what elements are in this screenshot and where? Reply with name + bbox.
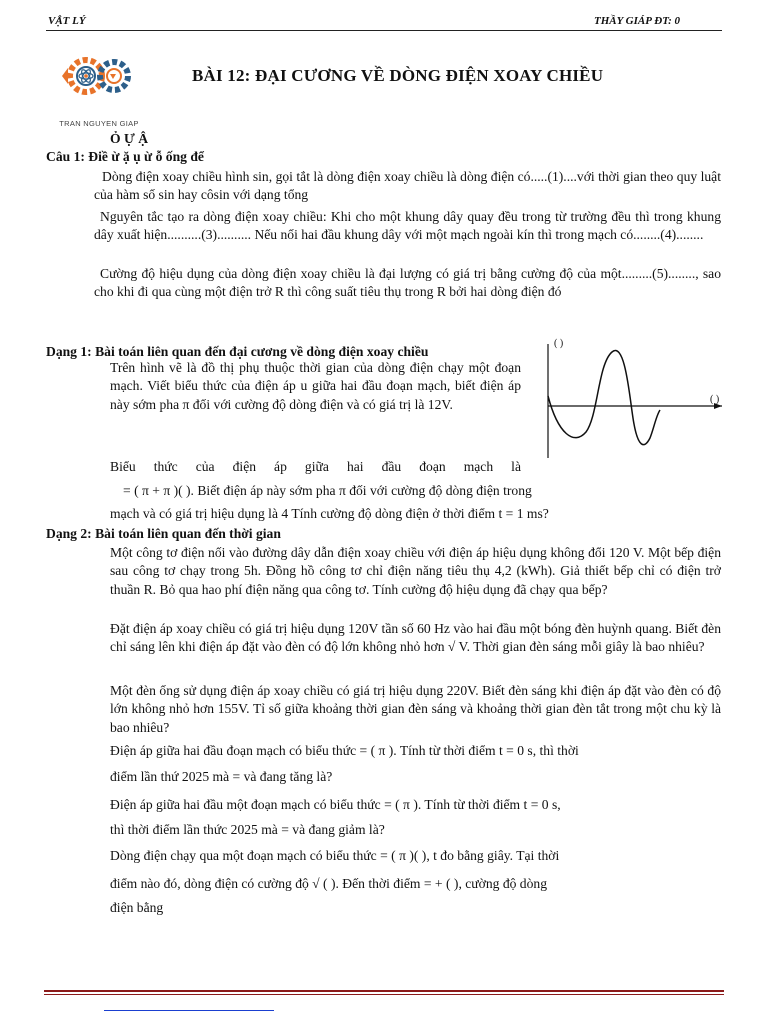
dang2-line-4a: Điện áp giữa hai đầu đoạn mạch có biểu thức = ( π ). Tính từ thời điểm t = 0 s, thì thời xyxy=(110,743,579,758)
graph-y-label: ( ) xyxy=(554,338,564,349)
dang2-paragraph-2: Đặt điện áp xoay chiều có giá trị hiệu dụng 120V tần số 60 Hz vào hai đầu một bóng đèn huỳnh quang. Biết đèn chỉ sáng lên khi điện áp đặt vào đèn có độ lớn không nhỏ hơn √ V. Thời gian đèn sáng mỗi giây là bao nhiêu? xyxy=(110,621,721,655)
footer-link-underline[interactable] xyxy=(104,1010,274,1011)
dang2-line-6b: điểm nào đó, dòng điện có cường độ √ ( ). Đến thời điểm = + ( ), cường độ dòng xyxy=(110,876,547,891)
dang2-line-5b: thì thời điểm lần thức 2025 mà = và đang giảm là? xyxy=(110,822,385,837)
dang2-paragraph-1: Một công tơ điện nối vào đường dây dẫn điện xoay chiều với điện áp hiệu dụng không đổi 120 V. Một bếp điện sau công tơ chạy trong 5h. Đồng hồ công tơ chỉ điện năng tiêu thụ 4,2 (kWh). Giả thiết bếp chỉ có điện trở thuần R. Bỏ qua hao phí điện năng qua công tơ. Tính cường độ hiệu dụng đã chạy qua bếp? xyxy=(110,545,721,597)
current-time-graph xyxy=(536,334,732,462)
graph-x-label: ( ) xyxy=(710,394,720,405)
dang1-line-3b: mạch và có giá trị hiệu dụng là 4 Tính cường độ dòng điện ở thời điểm t = 1 ms? xyxy=(110,506,549,521)
dang1-heading: Dạng 1: Bài toán liên quan đến đại cương về dòng điện xoay chiều xyxy=(46,344,429,359)
cau1-paragraph-3: Cường độ hiệu dụng của dòng điện xoay chiều là đại lượng có giá trị bằng cường độ của một.........(5)........, sao cho khi đi qua cùng một điện trở R thì công suất tiêu thụ trong R bởi hai dòng điện đó xyxy=(94,266,721,300)
dang1-paragraph-1: Trên hình vẽ là đồ thị phụ thuộc thời gian của dòng điện chạy một đoạn mạch. Viết biểu thức của điện áp u giữa hai đầu đoạn mạch, biết điện áp này sớm pha π đối với cường độ dòng điện và có giá trị là 12V. xyxy=(110,360,521,412)
cau1-label: Câu 1: Điề ừ ặ ụ ừ ỗ ống để xyxy=(46,149,204,164)
dang2-paragraph-3: Một đèn ống sử dụng điện áp xoay chiều có giá trị hiệu dụng 220V. Biết đèn sáng khi điện áp đặt vào đèn có độ lớn không nhỏ hơn 155V. Tỉ số giữa khoảng thời gian đèn sáng và khoảng thời gian đèn tắt trong một chu kỳ là bao nhiêu? xyxy=(110,683,721,735)
dang1-paragraph-2: Biểu thức của điện áp giữa hai đầu đoạn mạch là xyxy=(110,459,521,474)
section-heading: Ỏ Ự Ậ xyxy=(110,131,149,146)
dang2-line-5a: Điện áp giữa hai đầu một đoạn mạch có biểu thức = ( π ). Tính từ thời điểm t = 0 s, xyxy=(110,797,561,812)
dang1-line-3a: = ( π + π )( ). Biết điện áp này sớm pha π đối với cường độ dòng điện trong xyxy=(123,483,532,498)
cau1-paragraph-1: Dòng điện xoay chiều hình sin, gọi tắt là dòng điện xoay chiều là dòng điện có.....(1)....với thời gian theo quy luật của hàm số sin hay côsin với dạng tổng xyxy=(94,169,721,203)
cau1-paragraph-2: Nguyên tắc tạo ra dòng điện xoay chiều: Khi cho một khung dây quay đều trong từ trường đều thì trong khung dây xuất hiện..........(3).......... Nếu nối hai đầu khung dây với một mạch ngoài kín thì trong mạch có........(4)........ xyxy=(94,209,721,243)
footer-rule-bottom xyxy=(44,994,724,995)
dang2-line-6c: điện bằng xyxy=(110,900,164,915)
dang2-line-6a: Dòng điện chạy qua một đoạn mạch có biểu thức = ( π )( ), t đo bằng giây. Tại thời xyxy=(110,848,560,863)
logo xyxy=(54,42,144,126)
gear-logo-icon xyxy=(54,42,144,112)
page-title: BÀI 12: ĐẠI CƯƠNG VỀ DÒNG ĐIỆN XOAY CHIỀU xyxy=(192,66,604,85)
dang2-heading: Dạng 2: Bài toán liên quan đến thời gian xyxy=(46,526,281,541)
graph-sine-curve xyxy=(548,351,660,445)
header-subject: VẬT LÝ xyxy=(48,15,86,27)
header-teacher: THẦY GIÁP ĐT: 0 xyxy=(594,15,681,27)
logo-caption: TRAN NGUYEN GIAP xyxy=(59,119,139,128)
header-rule xyxy=(46,30,722,31)
footer-rule-top xyxy=(44,990,724,992)
dang2-line-4b: điểm lần thứ 2025 mà = và đang tăng là? xyxy=(110,769,333,784)
